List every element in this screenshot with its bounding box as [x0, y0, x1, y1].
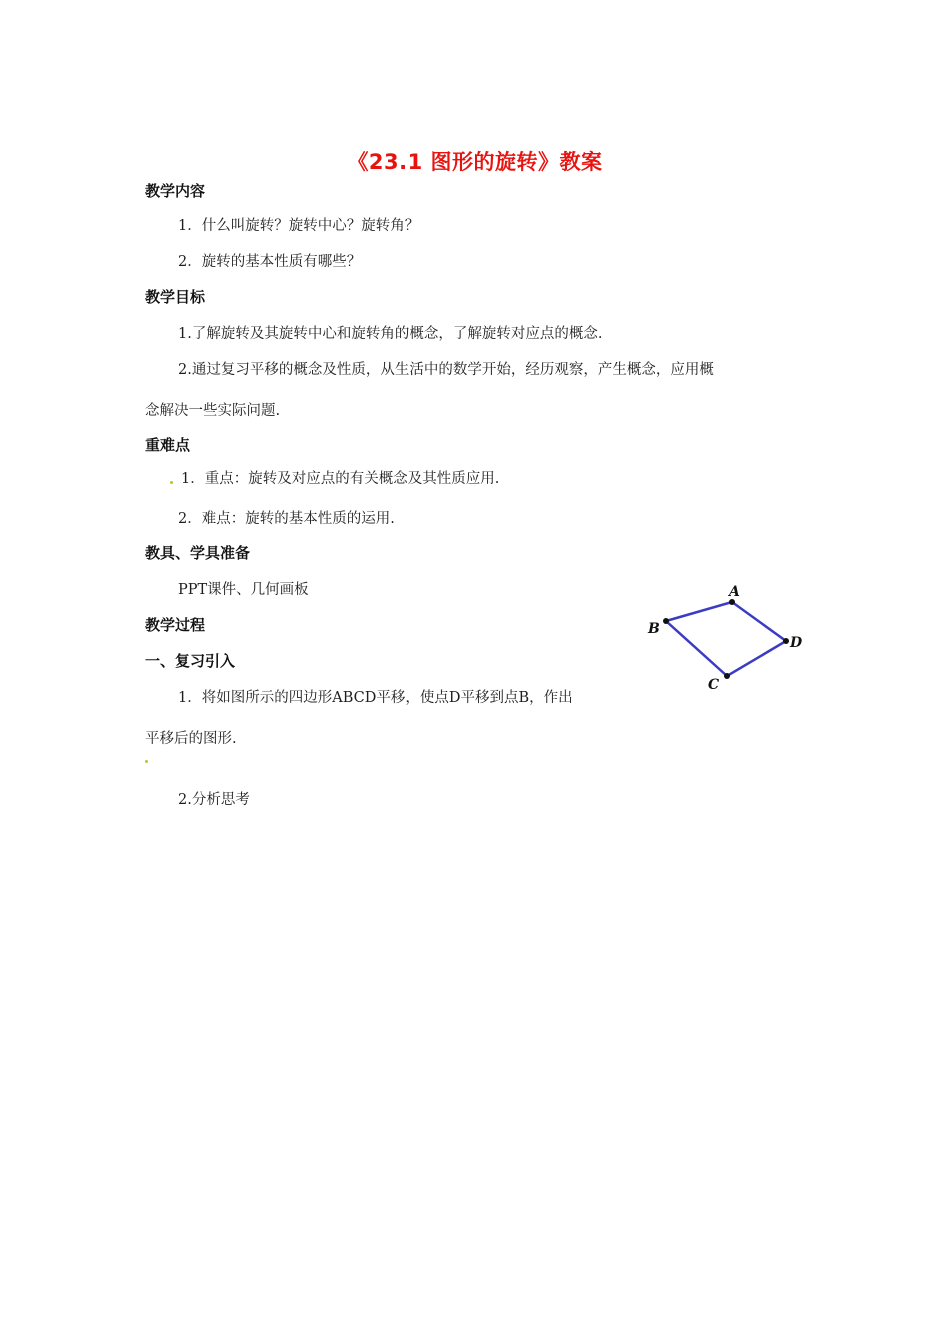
quadrilateral-figure: [640, 580, 820, 700]
review-item-1: 1．将如图所示的四边形ABCD平移，使点D平移到点B，作出: [178, 690, 573, 706]
vertex-label-b: B: [648, 621, 660, 637]
decorative-dot: [170, 481, 173, 484]
vertex-label-c: C: [708, 677, 720, 693]
content-item-1: 1．什么叫旋转？旋转中心？旋转角？: [178, 218, 420, 234]
heading-review-intro: 一、复习引入: [145, 652, 236, 670]
heading-teaching-goals: 教学目标: [145, 288, 206, 306]
quadrilateral-outline: [666, 602, 786, 676]
goal-item-1: 1.了解旋转及其旋转中心和旋转角的概念，了解旋转对应点的概念.: [178, 326, 603, 342]
heading-teaching-content: 教学内容: [145, 182, 206, 200]
heading-tools: 教具、学具准备: [145, 544, 251, 562]
tools-item-1: PPT课件、几何画板: [178, 582, 309, 598]
vertex-point-b: [663, 618, 669, 624]
review-item-1-continued: 平移后的图形.: [145, 731, 237, 747]
vertex-label-d: D: [790, 635, 803, 651]
key-point-item-1: 1．重点：旋转及对应点的有关概念及其性质应用.: [181, 471, 500, 487]
vertex-point-d: [783, 638, 789, 644]
vertex-point-c: [724, 673, 730, 679]
heading-teaching-process: 教学过程: [145, 616, 206, 634]
heading-key-points: 重难点: [145, 436, 191, 454]
content-item-2: 2．旋转的基本性质有哪些？: [178, 254, 362, 270]
goal-item-2-continued: 念解决一些实际问题.: [145, 403, 281, 419]
review-item-2: 2.分析思考: [178, 792, 250, 808]
decorative-dot: [145, 760, 148, 763]
quadrilateral-abcd-diagram: [640, 580, 820, 700]
vertex-label-a: A: [729, 584, 740, 600]
page-title: 《23.1 图形的旋转》教案: [347, 150, 603, 174]
key-point-item-2: 2．难点：旋转的基本性质的运用.: [178, 511, 395, 527]
goal-item-2: 2.通过复习平移的概念及性质，从生活中的数学开始，经历观察，产生概念，应用概: [178, 362, 714, 378]
